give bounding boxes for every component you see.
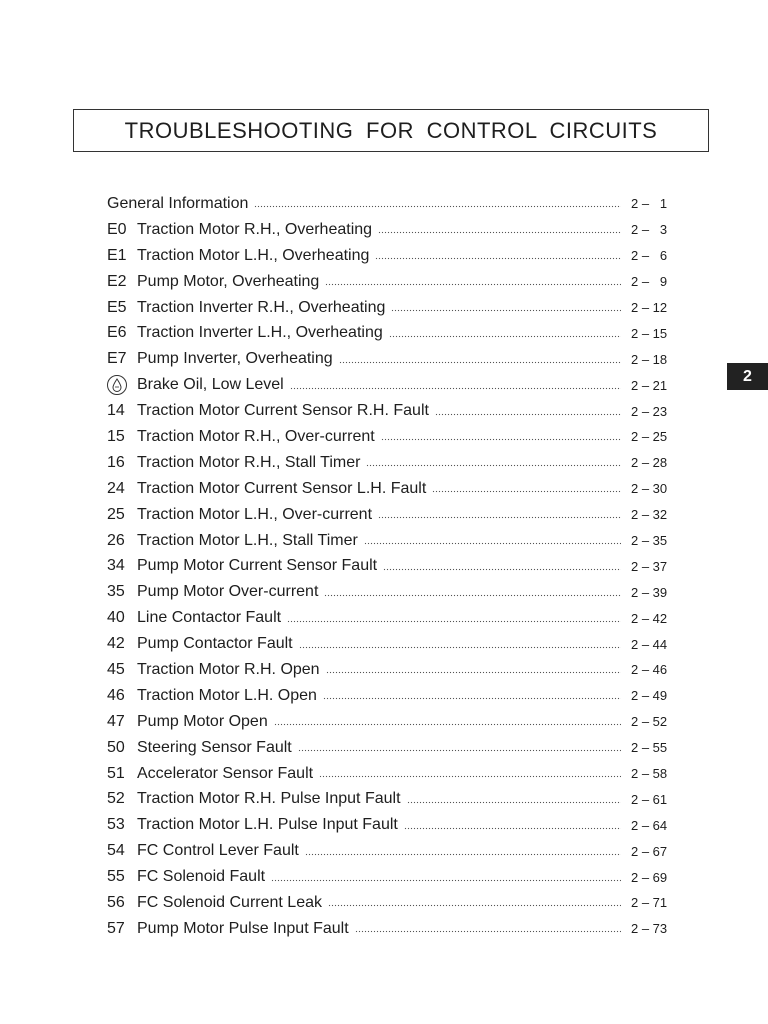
toc-entry-label: FC Solenoid Current Leak <box>137 893 322 911</box>
toc-entry[interactable] <box>107 812 679 838</box>
toc-entry[interactable] <box>107 346 679 372</box>
toc-entry-page: 2 – 46 <box>631 662 668 678</box>
toc-entry[interactable] <box>107 295 679 321</box>
toc-entry-page: 2 – 64 <box>631 817 668 833</box>
toc-entry-code: 35 <box>107 583 125 601</box>
toc-entry[interactable] <box>107 683 679 709</box>
toc-entry-label: Pump Motor Pulse Input Fault <box>137 919 349 937</box>
toc-entry[interactable] <box>107 709 679 735</box>
toc-entry[interactable] <box>107 605 679 631</box>
toc-entry-code: 40 <box>107 609 125 627</box>
toc-entry-page: 2 – 42 <box>631 610 668 626</box>
dot-leader <box>299 642 621 652</box>
toc-entry[interactable] <box>107 890 679 916</box>
dot-leader <box>323 694 621 704</box>
toc-entry-code: 34 <box>107 557 125 575</box>
toc-entry-code: E7 <box>107 350 127 368</box>
toc-entry-label: Traction Motor R.H., Over-current <box>137 427 375 445</box>
toc-entry-page: 2 – 73 <box>631 921 668 937</box>
toc-entry-code: 55 <box>107 868 125 886</box>
toc-entry-label: FC Solenoid Fault <box>137 868 266 886</box>
toc-entry-page: 2 – 69 <box>631 869 668 885</box>
toc-entry-code: 25 <box>107 505 125 523</box>
dot-leader <box>319 772 621 782</box>
toc-entry-label: Traction Motor R.H. Open <box>137 660 320 678</box>
dot-leader <box>364 539 621 549</box>
toc-entry-label: Traction Motor R.H. Pulse Input Fault <box>137 790 401 808</box>
dot-leader <box>381 435 621 445</box>
toc-entry-label: Pump Motor, Overheating <box>137 272 320 290</box>
toc-entry-label: Steering Sensor Fault <box>137 738 292 756</box>
toc-entry-page: 2 – 12 <box>631 300 668 315</box>
toc-entry-page: 2 – 1 <box>631 196 668 212</box>
toc-entry[interactable] <box>107 864 679 890</box>
dot-leader <box>339 357 621 367</box>
dot-leader <box>383 564 621 574</box>
toc-entry-code: 26 <box>107 531 125 549</box>
toc-entry-code: 45 <box>107 660 125 678</box>
dot-leader <box>391 306 621 316</box>
dot-leader <box>274 720 621 730</box>
toc-entry-label: Line Contactor Fault <box>137 609 282 627</box>
toc-entry-page: 2 – 6 <box>631 248 668 264</box>
toc-entry-page: 2 – 32 <box>631 507 668 523</box>
toc-entry-label: Traction Motor R.H., Stall Timer <box>137 453 361 471</box>
dot-leader <box>254 202 621 212</box>
page-title: TROUBLESHOOTING FOR CONTROL CIRCUITS <box>124 117 658 143</box>
toc-entry-page: 2 – 21 <box>631 377 668 393</box>
dot-leader <box>290 383 621 393</box>
toc-entry-page: 2 – 28 <box>631 455 668 471</box>
dot-leader <box>287 616 621 626</box>
toc-entry-code: 50 <box>107 738 125 756</box>
toc-entry-page: 2 – 52 <box>631 714 668 730</box>
toc-entry-label: Traction Motor L.H. Pulse Input Fault <box>137 816 398 834</box>
dot-leader <box>355 927 621 937</box>
toc-entry-page: 2 – 23 <box>631 403 668 419</box>
toc-entry-code: 56 <box>107 893 125 911</box>
page-title-box <box>73 109 709 152</box>
toc-entry[interactable] <box>107 476 679 502</box>
toc-entry-page: 2 – 30 <box>631 481 668 497</box>
toc-entry[interactable] <box>107 191 679 217</box>
toc-entry-label: General Information <box>107 194 249 212</box>
toc-entry-label: Traction Motor L.H., Over-current <box>137 505 373 523</box>
toc-entry[interactable] <box>107 372 679 398</box>
dot-leader <box>298 746 621 756</box>
toc-entry-label: Traction Motor Current Sensor L.H. Fault <box>137 479 427 497</box>
toc-entry-label: Traction Motor R.H., Overheating <box>137 220 373 238</box>
toc-entry[interactable] <box>107 450 679 476</box>
toc-entry[interactable] <box>107 424 679 450</box>
toc-entry-label: Traction Motor Current Sensor R.H. Fault <box>137 402 429 420</box>
dot-leader <box>389 331 621 341</box>
toc-entry-page: 2 – 9 <box>631 274 668 290</box>
toc-entry-code: 51 <box>107 764 125 782</box>
toc-entry-code: E0 <box>107 220 127 238</box>
toc-entry[interactable] <box>107 735 679 761</box>
toc-entry-page: 2 – 3 <box>631 222 668 238</box>
toc-entry-code: E5 <box>107 298 127 316</box>
toc-entry-page: 2 – 44 <box>631 636 668 652</box>
toc-entry-label: Traction Motor L.H. Open <box>137 686 317 704</box>
toc-entry-page: 2 – 55 <box>631 740 668 756</box>
toc-entry-code: 16 <box>107 453 125 471</box>
toc-entry-page: 2 – 71 <box>631 895 668 911</box>
toc-entry-label: Traction Motor L.H., Overheating <box>137 246 370 264</box>
toc-entry[interactable] <box>107 838 679 864</box>
toc-entry[interactable] <box>107 398 679 424</box>
dot-leader <box>328 901 621 911</box>
toc-entry-page: 2 – 15 <box>631 325 668 341</box>
toc-entry[interactable] <box>107 217 679 243</box>
toc-entry-code: 57 <box>107 919 125 937</box>
toc-entry-code: 54 <box>107 842 125 860</box>
dot-leader <box>271 875 621 885</box>
dot-leader <box>326 668 621 678</box>
toc-entry[interactable] <box>107 761 679 787</box>
toc-entry-code: E2 <box>107 272 127 290</box>
toc-entry[interactable] <box>107 502 679 528</box>
toc-entry-label: Brake Oil, Low Level <box>137 376 284 394</box>
toc-entry-label: Pump Inverter, Overheating <box>137 350 333 368</box>
toc-entry-label: Traction Inverter L.H., Overheating <box>137 324 383 342</box>
toc-entry-page: 2 – 25 <box>631 429 668 445</box>
toc-entry-label: Pump Motor Over-current <box>137 583 319 601</box>
toc-entry-page: 2 – 39 <box>631 584 668 600</box>
dot-leader <box>324 590 621 600</box>
toc-entry-code: 24 <box>107 479 125 497</box>
toc-entry-label: Pump Motor Open <box>137 712 268 730</box>
table-of-contents <box>107 191 679 942</box>
dot-leader <box>407 797 621 807</box>
toc-entry-label: FC Control Lever Fault <box>137 842 299 860</box>
toc-entry[interactable] <box>107 553 679 579</box>
toc-entry[interactable] <box>107 269 679 295</box>
dot-leader <box>325 280 621 290</box>
toc-entry-label: Traction Motor L.H., Stall Timer <box>137 531 358 549</box>
toc-entry[interactable] <box>107 528 679 554</box>
toc-entry[interactable] <box>107 916 679 942</box>
dot-leader <box>366 461 621 471</box>
toc-entry[interactable] <box>107 320 679 346</box>
toc-entry-page: 2 – 18 <box>631 351 668 367</box>
toc-entry-label: Pump Contactor Fault <box>137 635 293 653</box>
toc-entry-page: 2 – 35 <box>631 533 668 549</box>
toc-entry-code: E1 <box>107 246 127 264</box>
dot-leader <box>375 254 621 264</box>
dot-leader <box>305 849 621 859</box>
dot-leader <box>432 487 621 497</box>
toc-entry-page: 2 – 61 <box>631 791 668 807</box>
dot-leader <box>378 513 621 523</box>
toc-entry-page: 2 – 67 <box>631 843 668 859</box>
toc-entry[interactable] <box>107 786 679 812</box>
brake-oil-icon <box>107 375 127 395</box>
toc-entry-code: 52 <box>107 790 125 808</box>
dot-leader <box>404 823 621 833</box>
section-tab: 2 <box>727 363 768 390</box>
toc-entry[interactable] <box>107 243 679 269</box>
toc-entry-page: 2 – 49 <box>631 688 668 704</box>
toc-entry-page: 2 – 58 <box>631 766 668 782</box>
toc-entry-code: 47 <box>107 712 125 730</box>
toc-entry-code: 46 <box>107 686 125 704</box>
toc-entry-code: 14 <box>107 402 125 420</box>
toc-entry[interactable] <box>107 579 679 605</box>
toc-entry-label: Accelerator Sensor Fault <box>137 764 314 782</box>
toc-entry[interactable] <box>107 631 679 657</box>
toc-entry-page: 2 – 37 <box>631 558 668 574</box>
dot-leader <box>435 409 621 419</box>
toc-entry-code: E6 <box>107 324 127 342</box>
toc-entry-code: 53 <box>107 816 125 834</box>
toc-entry-code: 15 <box>107 427 125 445</box>
dot-leader <box>378 228 621 238</box>
toc-entry-code: 42 <box>107 635 125 653</box>
toc-entry-label: Pump Motor Current Sensor Fault <box>137 557 378 575</box>
toc-entry-label: Traction Inverter R.H., Overheating <box>137 298 386 316</box>
toc-entry[interactable] <box>107 657 679 683</box>
